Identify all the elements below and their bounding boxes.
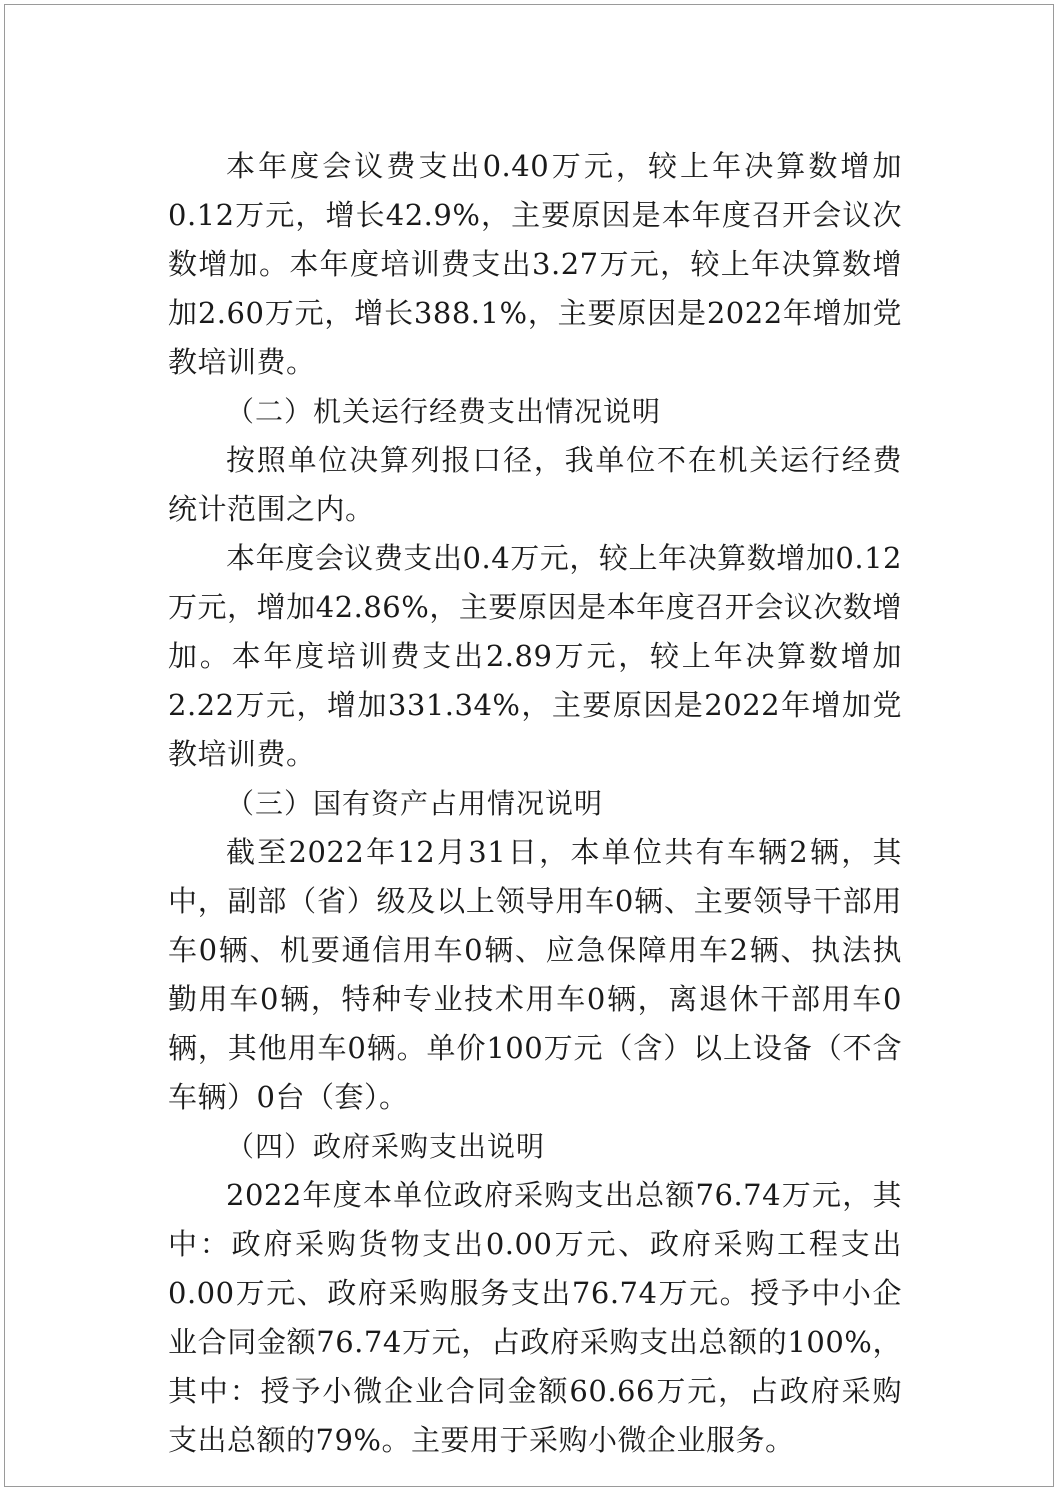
section-3-heading: （三）国有资产占用情况说明: [226, 787, 604, 820]
paragraph-meeting-training-2: 本年度会议费支出0.4万元，较上年决算数增加0.12万元，增加42.86%，主要原因是本年度召开会议次数增加。本年度培训费支出2.89万元，较上年决算数增加2.22万元，增加331.34%，主要原因是2022年增加党教培训费。: [168, 541, 902, 771]
document-page: [4, 4, 1054, 1487]
document-body: [168, 142, 902, 1465]
paragraph-meeting-training-1: 本年度会议费支出0.40万元，较上年决算数增加0.12万元，增长42.9%，主要原因是本年度召开会议次数增加。本年度培训费支出3.27万元，较上年决算数增加2.60万元，增长388.1%，主要原因是2022年增加党教培训费。: [168, 149, 902, 379]
paragraph-section-2-scope: 按照单位决算列报口径，我单位不在机关运行经费统计范围之内。: [168, 443, 902, 526]
section-2-heading: （二）机关运行经费支出情况说明: [226, 395, 662, 428]
paragraph-section-3-body: 截至2022年12月31日，本单位共有车辆2辆，其中，副部（省）级及以上领导用车0辆、主要领导干部用车0辆、机要通信用车0辆、应急保障用车2辆、执法执勤用车0辆，特种专业技术用车0辆，离退休干部用车0辆，其他用车0辆。单价100万元（含）以上设备（不含车辆）0台（套）。: [168, 835, 902, 1114]
paragraph-section-4-body: 2022年度本单位政府采购支出总额76.74万元，其中：政府采购货物支出0.00万元、政府采购工程支出0.00万元、政府采购服务支出76.74万元。授予中小企业合同金额76.74万元，占政府采购支出总额的100%，其中：授予小微企业合同金额60.66万元，占政府采购支出总额的79%。主要用于采购小微企业服务。: [168, 1178, 902, 1457]
section-4-heading: （四）政府采购支出说明: [226, 1130, 546, 1163]
